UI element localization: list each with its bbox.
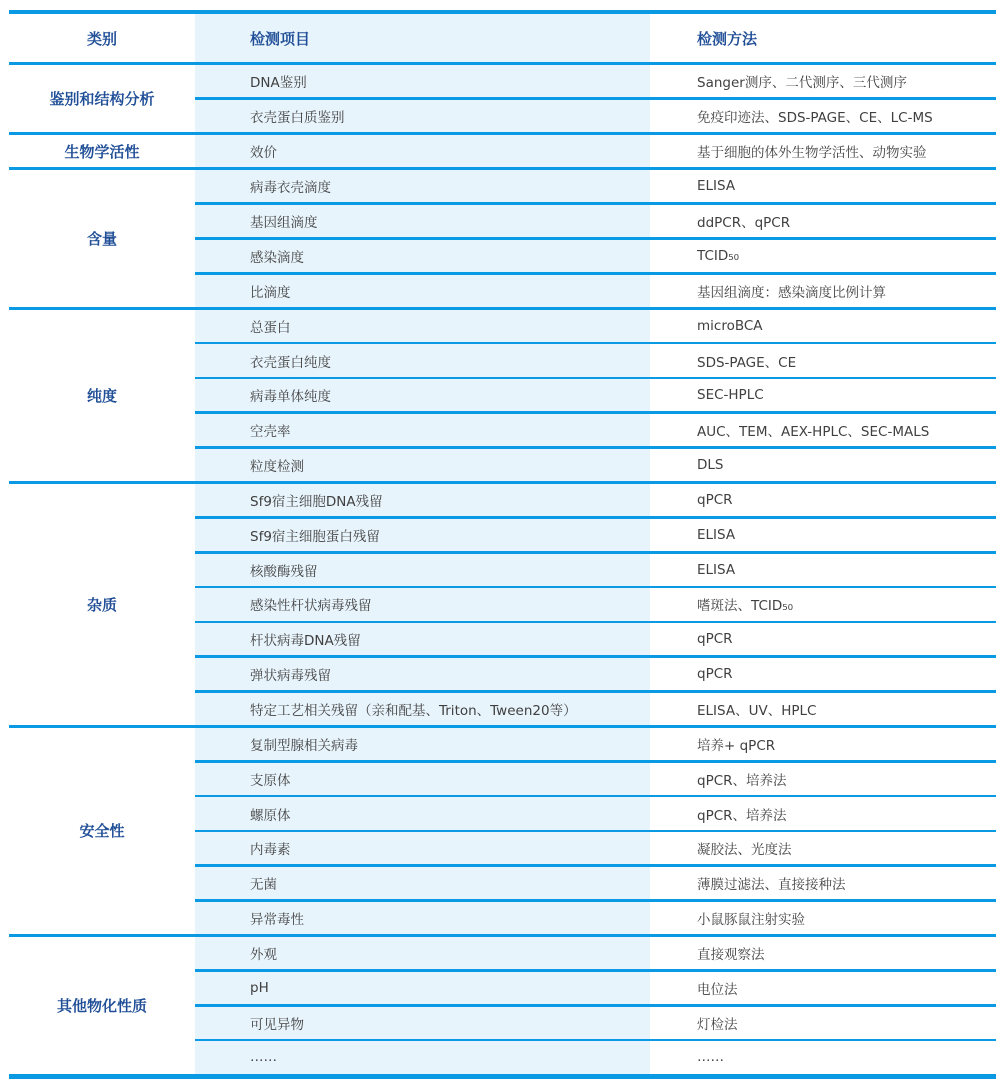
test-method: 薄膜过滤法、直接接种法: [697, 877, 846, 894]
test-method: qPCR: [697, 666, 733, 682]
table-row: [195, 414, 996, 446]
test-item: 杆状病毒DNA残留: [250, 633, 361, 650]
table-row: [195, 519, 996, 551]
test-item: pH: [250, 979, 269, 996]
test-method: ELISA: [697, 526, 736, 543]
test-item: 特定工艺相关残留（亲和配基、Triton、Tween20等）: [250, 702, 577, 719]
test-method: 凝胶法、光度法: [697, 842, 792, 859]
table-header: [9, 14, 996, 62]
table-row: [195, 65, 996, 97]
table-bottom-rule: [9, 1074, 996, 1079]
table-row: [195, 100, 996, 132]
test-method: ELISA: [697, 561, 736, 578]
table-row: [195, 867, 996, 899]
category-group: [9, 484, 996, 725]
test-method: SDS-PAGE、CE: [697, 354, 797, 371]
table-row: [195, 902, 996, 934]
table-row: [195, 693, 996, 725]
test-item: ……: [250, 1049, 277, 1066]
test-item: Sf9宿主细胞蛋白残留: [250, 528, 380, 545]
table-row: [195, 310, 996, 342]
table-row: [195, 728, 996, 760]
header-item: 检测项目: [250, 29, 311, 48]
category-label: 纯度: [86, 386, 117, 405]
table-row: [195, 937, 996, 969]
test-method: qPCR、培养法: [697, 772, 787, 789]
table-row: [195, 588, 996, 620]
test-method: TCID₅₀: [697, 247, 740, 264]
test-item: 空壳率: [250, 424, 291, 441]
test-method: 灯检法: [697, 1016, 738, 1033]
test-item: 弹状病毒残留: [250, 668, 331, 684]
table-row: [195, 170, 996, 202]
category-label: 其他物化性质: [56, 996, 147, 1015]
test-method: ……: [697, 1049, 724, 1066]
category-label: 杂质: [86, 595, 117, 614]
table-row: [195, 275, 996, 307]
test-method: 电位法: [697, 981, 738, 998]
category-label: 鉴别和结构分析: [49, 89, 155, 108]
test-item: 衣壳蛋白纯度: [250, 354, 331, 371]
category-group: [9, 937, 996, 1074]
test-item: 衣壳蛋白质鉴别: [250, 109, 345, 126]
table-row: [195, 449, 996, 481]
test-item: 感染性杆状病毒残留: [250, 598, 372, 615]
test-item: 无菌: [250, 877, 277, 894]
table-row: [195, 379, 996, 411]
table-top-rule: [9, 10, 996, 14]
test-item: 病毒单体纯度: [250, 389, 331, 406]
table-row: [195, 135, 996, 167]
table-row: [195, 797, 996, 829]
test-method: 直接观察法: [697, 947, 765, 964]
category-label: 含量: [86, 229, 117, 248]
table-row: [195, 205, 996, 237]
test-item: 复制型腺相关病毒: [250, 737, 358, 754]
test-method: 小鼠豚鼠注射实验: [697, 911, 805, 928]
test-item: 粒度检测: [250, 458, 304, 475]
table-row: [195, 554, 996, 586]
test-method: 基因组滴度：感染滴度比例计算: [697, 284, 886, 301]
test-item: 比滴度: [250, 284, 291, 301]
test-item: 效价: [250, 145, 277, 162]
test-method: Sanger测序、二代测序、三代测序: [697, 75, 907, 92]
test-method: AUC、TEM、AEX-HPLC、SEC-MALS: [697, 424, 930, 441]
test-item: 核酸酶残留: [250, 563, 318, 580]
test-item: DNA鉴别: [250, 75, 307, 92]
group-rule: [9, 167, 996, 170]
test-item: 外观: [250, 947, 277, 964]
test-item: 病毒衣壳滴度: [250, 180, 331, 197]
header-category: 类别: [86, 29, 117, 48]
test-item: 支原体: [250, 772, 291, 789]
group-rule: [9, 307, 996, 310]
table-row: [195, 240, 996, 272]
table-row: [195, 972, 996, 1004]
table-row: [195, 763, 996, 795]
test-method: microBCA: [697, 317, 763, 334]
test-item: Sf9宿主细胞DNA残留: [250, 494, 383, 511]
test-method: ELISA: [697, 178, 736, 195]
test-item: 内毒素: [250, 842, 291, 859]
test-methods-table: [9, 10, 996, 1079]
category-group: [9, 135, 996, 167]
test-method: 嗜斑法、TCID₅₀: [697, 598, 794, 615]
test-method: ELISA、UV、HPLC: [697, 702, 817, 719]
test-item: 总蛋白: [250, 319, 291, 336]
category-label: 生物学活性: [64, 142, 140, 161]
test-method: qPCR、培养法: [697, 807, 787, 824]
table-row: [195, 484, 996, 516]
header-rule: [9, 62, 996, 65]
test-method: 免疫印迹法、SDS-PAGE、CE、LC-MS: [697, 109, 933, 126]
test-item: 异常毒性: [250, 911, 304, 928]
group-rule: [9, 132, 996, 135]
test-method: DLS: [697, 456, 724, 473]
test-method: ddPCR、qPCR: [697, 215, 791, 232]
test-method: 基于细胞的体外生物学活性、动物实验: [697, 145, 927, 162]
table-row: [195, 623, 996, 655]
test-method: qPCR: [697, 631, 733, 648]
test-item: 螺原体: [250, 807, 291, 824]
table-row: [195, 1007, 996, 1039]
group-rule: [9, 725, 996, 728]
test-method: qPCR: [697, 492, 733, 509]
header-method: 检测方法: [697, 29, 758, 48]
test-item: 可见异物: [250, 1016, 304, 1033]
category-group: [9, 65, 996, 132]
category-label: 安全性: [79, 822, 125, 841]
table-row: [195, 658, 996, 690]
category-group: [9, 310, 996, 481]
table-row: [195, 344, 996, 376]
test-method: SEC-HPLC: [697, 387, 764, 404]
group-rule: [9, 481, 996, 484]
group-rule: [9, 934, 996, 937]
table-row: [195, 832, 996, 864]
test-method: 培养+ qPCR: [697, 737, 776, 754]
category-group: [9, 728, 996, 934]
category-group: [9, 170, 996, 307]
test-item: 基因组滴度: [250, 215, 318, 232]
table-body: [9, 65, 996, 1079]
test-item: 感染滴度: [250, 249, 304, 266]
table-row: [195, 1041, 996, 1073]
